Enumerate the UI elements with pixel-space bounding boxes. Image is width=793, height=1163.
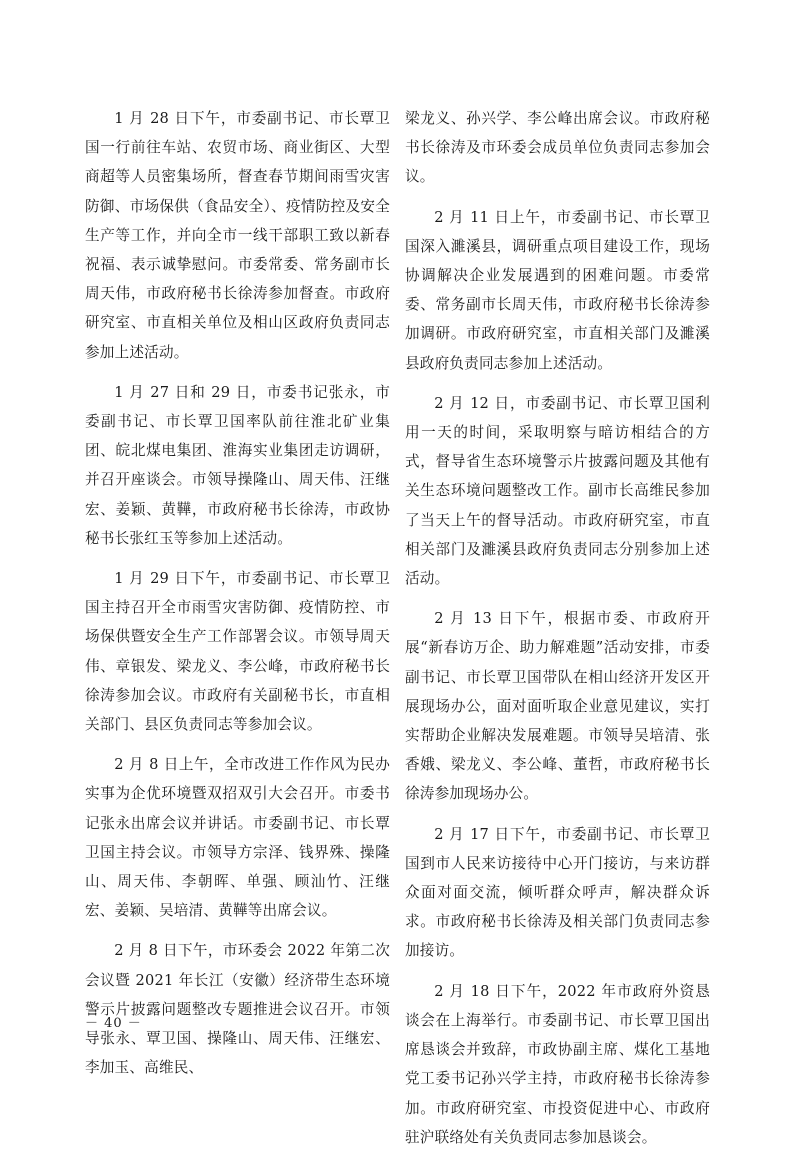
news-paragraph: 1 月 28 日下午，市委副书记、市长覃卫国一行前往车站、农贸市场、商业街区、大型商超等人员密集场所，督查春节期间雨雪灾害防御、市场保供（食品安全）、疫情防控及安全生产等工作，并向全市一线干部职工致以新春祝福、表示诚挚慰问。市委常委、常务副市长周天伟，市政府秘书长徐涛参加督查。市政府研究室、市直相关单位及相山区政府负责同志参加上述活动。 <box>85 110 390 361</box>
news-paragraph: 1 月 27 日和 29 日，市委书记张永，市委副书记、市长覃卫国率队前往淮北矿业集团、皖北煤电集团、淮海实业集团走访调研，并召开座谈会。市领导操隆山、周天伟、汪继宏、姜颖、黄鞾，市政府秘书长徐涛，市政协秘书长张红玉等参加上述活动。 <box>85 383 390 547</box>
news-paragraph: 2 月 13 日下午，根据市委、市政府开展“新春访万企、助力解难题”活动安排，市委副书记、市长覃卫国带队在相山经济开发区开展现场办公，面对面听取企业意见建议，实打实帮助企业解决发展难题。市领导吴培清、张香娥、梁龙义、李公峰、董哲，市政府秘书长徐涛参加现场办公。 <box>405 610 710 803</box>
news-paragraph: 2 月 11 日上午，市委副书记、市长覃卫国深入濉溪县，调研重点项目建设工作，现场协调解决企业发展遇到的困难问题。市委常委、常务副市长周天伟，市政府秘书长徐涛参加调研。市政府研究室，市直相关部门及濉溪县政府负责同志参加上述活动。 <box>405 208 710 372</box>
news-paragraph: 2 月 8 日下午，市环委会 2022 年第二次会议暨 2021 年长江（安徽）经济带生态环境警示片披露问题整改专题推进会议召开。市领导张永、覃卫国、操隆山、周天伟、汪继宏、李加玉、高维民、 <box>85 942 390 1077</box>
news-paragraph-continued: 梁龙义、孙兴学、李公峰出席会议。市政府秘书长徐涛及市环委会成员单位负责同志参加会议。 <box>405 110 710 186</box>
news-paragraph: 2 月 8 日上午，全市改进工作作风为民办实事为企优环境暨双招双引大会召开。市委书记张永出席会议并讲话。市委副书记、市长覃卫国主持会议。市领导方宗泽、钱界殊、操隆山、周天伟、李朝晖、单强、顾汕竹、汪继宏、姜颖、吴培清、黄鞾等出席会议。 <box>85 756 390 920</box>
news-paragraph: 1 月 29 日下午，市委副书记、市长覃卫国主持召开全市雨雪灾害防御、疫情防控、市场保供暨安全生产工作部署会议。市领导周天伟、章银发、梁龙义、李公峰，市政府秘书长徐涛参加会议。市政府有关副秘书长，市直相关部门、县区负责同志等参加会议。 <box>85 570 390 734</box>
news-paragraph: 2 月 12 日，市委副书记、市长覃卫国利用一天的时间，采取明察与暗访相结合的方式，督导省生态环境警示片披露问题及其他有关生态环境问题整改工作。副市长高维民参加了当天上午的督导活动。市政府研究室，市直相关部门及濉溪县政府负责同志分别参加上述活动。 <box>405 394 710 588</box>
left-column <box>85 104 390 1094</box>
page-number: － 40 － <box>85 1016 142 1031</box>
news-paragraph: 2 月 18 日下午，2022 年市政府外资恳谈会在上海举行。市委副书记、市长覃卫国出席恳谈会并致辞，市政协副主席、煤化工基地党工委书记孙兴学主持，市政府秘书长徐涛参加。市政府研究室、市投资促进中心、市政府驻沪联络处有关负责同志参加恳谈会。 <box>405 982 710 1146</box>
right-column <box>405 104 710 1163</box>
news-paragraph: 2 月 17 日下午，市委副书记、市长覃卫国到市人民来访接待中心开门接访，与来访群众面对面交流，倾听群众呼声，解决群众诉求。市政府秘书长徐涛及相关部门负责同志参加接访。 <box>405 825 710 960</box>
